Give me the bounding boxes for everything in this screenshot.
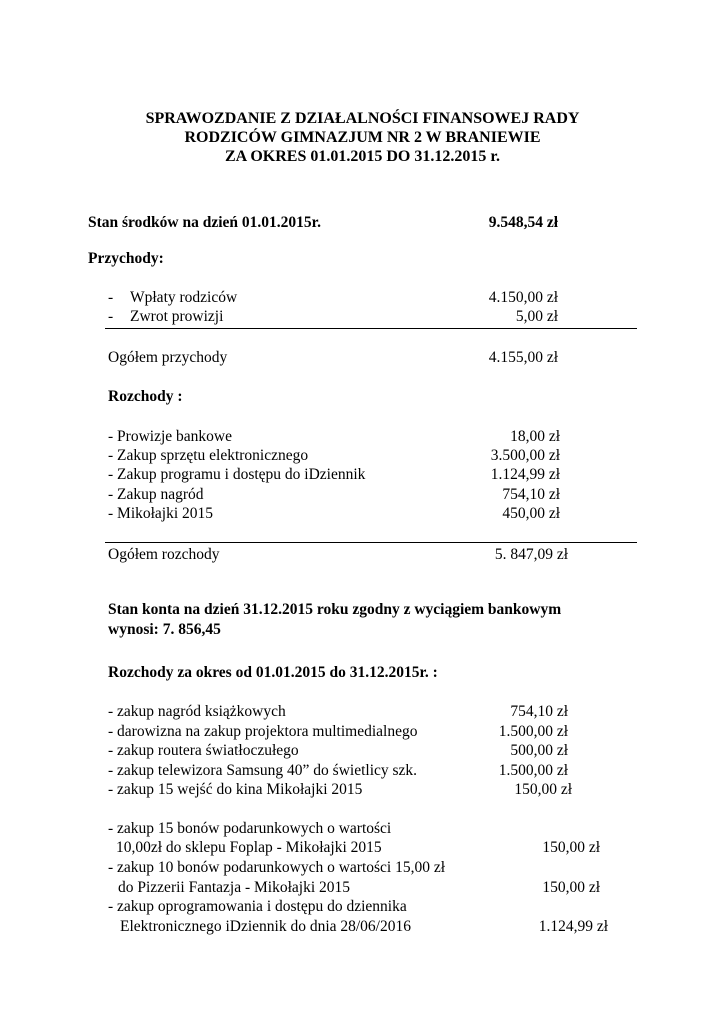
- detail-item-amount: 1.500,00 zł: [498, 762, 568, 779]
- bullet-dash: -: [108, 308, 114, 325]
- detail-item-amount: 1.500,00 zł: [498, 723, 568, 740]
- expenses-total-amount: 5. 847,09 zł: [494, 546, 568, 563]
- balance-line-1: Stan konta na dzień 31.12.2015 roku zgodny z wyciągiem bankowym: [108, 601, 562, 618]
- expenses-total-label: Ogółem rozchody: [108, 546, 220, 563]
- bullet-dash: -: [108, 289, 114, 306]
- income-heading: Przychody:: [88, 250, 164, 267]
- income-item-label: Wpłaty rodziców: [130, 289, 238, 306]
- expenses-heading: Rozchody :: [108, 388, 183, 405]
- expense-item-label: - Zakup sprzętu elektronicznego: [108, 447, 309, 464]
- expenses-divider: [105, 542, 637, 543]
- expense-item-amount: 3.500,00 zł: [490, 447, 560, 464]
- details-heading: Rozchody za okres od 01.01.2015 do 31.12.2015r. :: [108, 664, 438, 681]
- voucher-item-line-1: - zakup 10 bonów podarunkowych o wartości 15,00 zł: [108, 859, 446, 876]
- income-item-amount: 4.150,00 zł: [488, 289, 558, 306]
- income-item: [108, 289, 237, 307]
- expense-item-label: - Zakup programu i dostępu do iDziennik: [108, 466, 366, 483]
- detail-item-amount: 754,10 zł: [510, 703, 568, 720]
- income-item-amount: 5,00 zł: [515, 308, 558, 325]
- balance-line-2: wynosi: 7. 856,45: [108, 621, 221, 638]
- voucher-item-line-1: - zakup 15 bonów podarunkowych o wartości: [108, 820, 392, 837]
- expense-item-amount: 1.124,99 zł: [490, 466, 560, 483]
- income-divider: [105, 328, 637, 329]
- voucher-item-amount: 150,00 zł: [542, 879, 600, 896]
- expense-item-label: - Prowizje bankowe: [108, 428, 232, 445]
- title-line-3: ZA OKRES 01.01.2015 DO 31.12.2015 r.: [225, 148, 500, 165]
- income-total-amount: 4.155,00 zł: [488, 349, 558, 366]
- expense-item-amount: 754,10 zł: [502, 486, 560, 503]
- detail-item-label: - zakup telewizora Samsung 40” do świetlicy szk.: [108, 762, 418, 779]
- opening-balance-amount: 9.548,54 zł: [488, 214, 558, 231]
- detail-item-label: - zakup nagród książkowych: [108, 703, 286, 720]
- expense-item-label: - Zakup nagród: [108, 486, 204, 503]
- income-total-label: Ogółem przychody: [108, 349, 228, 366]
- software-item-amount: 1.124,99 zł: [538, 918, 608, 935]
- detail-item-label: - zakup routera światłoczułego: [108, 742, 299, 759]
- opening-balance-label: Stan środków na dzień 01.01.2015r.: [88, 214, 321, 231]
- voucher-item-line-2: do Pizzerii Fantazja - Mikołajki 2015: [118, 879, 351, 896]
- detail-item-amount: 150,00 zł: [514, 781, 572, 798]
- income-item-label: Zwrot prowizji: [130, 308, 224, 325]
- expense-item-amount: 450,00 zł: [502, 505, 560, 522]
- voucher-item-amount: 150,00 zł: [542, 839, 600, 856]
- expense-item-amount: 18,00 zł: [510, 428, 560, 445]
- detail-item-label: - darowizna na zakup projektora multimedialnego: [108, 723, 418, 740]
- title-line-1: SPRAWOZDANIE Z DZIAŁALNOŚCI FINANSOWEJ RADY: [145, 110, 580, 127]
- income-item: [108, 308, 223, 326]
- detail-item-amount: 500,00 zł: [510, 742, 568, 759]
- software-item-line-2: Elektronicznego iDziennik do dnia 28/06/2016: [120, 918, 411, 935]
- voucher-item-line-2: 10,00zł do sklepu Foplap - Mikołajki 2015: [116, 839, 382, 856]
- expense-item-label: - Mikołajki 2015: [108, 505, 214, 522]
- software-item-line-1: - zakup oprogramowania i dostępu do dziennika: [108, 898, 407, 915]
- title-line-2: RODZICÓW GIMNAZJUM NR 2 W BRANIEWIE: [184, 129, 541, 146]
- detail-item-label: - zakup 15 wejść do kina Mikołajki 2015: [108, 781, 363, 798]
